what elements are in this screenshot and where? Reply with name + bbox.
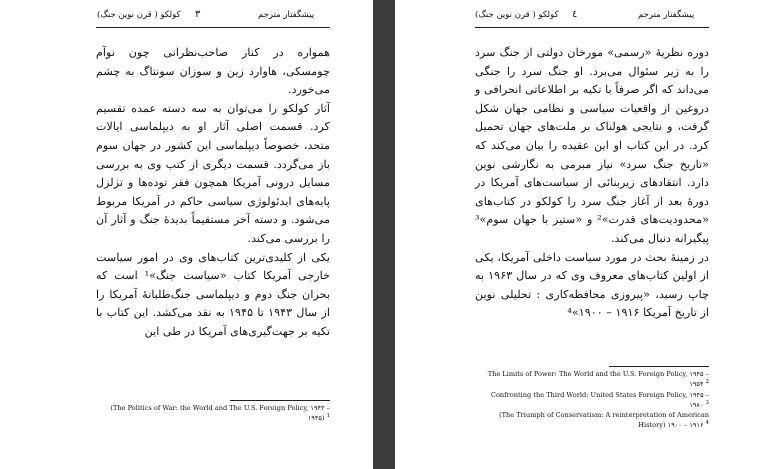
footnote-rule bbox=[609, 366, 709, 367]
footnote bbox=[475, 411, 709, 430]
footnote-number: 2 bbox=[705, 379, 709, 386]
paragraph: دوره نظریهٔ «رسمی» مورخان دولتی از جنگ سرد را به زیر سئوال می‌برد. او جنگ سرد را جنگی می‌داند که اگر صرفاً با تکیه بر اطلاعاتی انحرافی و دروغین از واقعیات سیاسی و نظامی جهان شکل گرفت، و نتایجی هولناک بر ملت‌های جهان تحمیل کرد. در این کتاب او این عقیده را بیان می‌کند که «تاریخ جنگ سرد» نیاز مبرمی به نگارشی نوین دارد. انتقادهای زیربنائی از سیاست‌های آمریکا در دورهٔ بعد از آغاز جنگ سرد را کولکو در کتاب‌های «محدودیت‌های قدرت»² و «ستیز با جهان سوم»³ پیگیرانه دنبال می‌کند. bbox=[475, 46, 709, 245]
paragraph: همواره در کنار صاحب‌نظرانی چون نوآم چومسکی، هاوارد زین و سوزان سونتاگ به چشم می‌خورد. bbox=[96, 46, 330, 97]
left-page bbox=[0, 0, 373, 469]
header-book-title: کولکو ( قرن نوین جنگ) bbox=[97, 10, 181, 20]
page-gutter bbox=[373, 0, 395, 469]
footnotes bbox=[475, 370, 709, 430]
footnote-number: 1 bbox=[326, 413, 330, 420]
footnote-number: 4 bbox=[705, 420, 709, 427]
footnote-text: (The Politics of War: the World and The U.S. Foreign Policy, ۱۹۴۳ – ۱۹۴۵) bbox=[110, 404, 330, 423]
header-translator-preface: پیشگفتار مترجم bbox=[258, 10, 315, 20]
header-rule bbox=[96, 27, 330, 28]
footnote-rule bbox=[230, 400, 330, 401]
footnote-text: (The Triumph of Conservatism: A reinterpretation of American History) ۱۹۰۰ – ۱۹۱۶ bbox=[499, 411, 709, 430]
footnote-number: 3 bbox=[705, 399, 709, 406]
paragraph: آثار کولکو را می‌توان به سه دسته عمده تقسیم کرد. قسمت اصلی آثار او به دیپلماسی ایالات متحد، خصوصاً دیپلماسی این کشور در جهان سوم باز می‌گردد. قسمت دیگری از کتب وی به بررسی مسایل درونی آمریکا همچون فقر توده‌ها و تزلزل پایه‌های ایدئولوژی سیاسی حاکم در آمریکا مربوط می‌شود. و دسته آخر مستقیماً بدیدهٔ جنگ و آثار آن را بررسی می‌کند. bbox=[96, 101, 330, 245]
body-text bbox=[96, 44, 330, 342]
right-page bbox=[395, 0, 768, 469]
page-number: ۳ bbox=[195, 9, 201, 20]
paragraph: یکی از کلیدی‌ترین کتاب‌های وی در امور سیاست خارجی آمریکا کتاب «سیاست جنگ»¹ است که بحران جنگ دوم و دیپلماسی جنگ‌طلبانهٔ آمریکا را از سال ۱۹۴۳ تا ۱۹۴۵ به نقد می‌کشد. این کتاب با تکیه بر جهت‌گیری‌های آمریکا در طی این bbox=[96, 250, 331, 338]
footnote bbox=[475, 370, 709, 389]
footnote-text: Confronting the Third World: United States Foreign Policy, ۱۹۴۵ – ۱۹۸۰ bbox=[490, 390, 709, 409]
footnote bbox=[475, 391, 709, 410]
footnotes bbox=[96, 404, 330, 423]
header-translator-preface: پیشگفتار مترجم bbox=[638, 10, 695, 20]
footnote bbox=[96, 404, 330, 423]
paragraph: در زمینهٔ بحث در مورد سیاست داخلی آمریکا، یکی از اولین کتاب‌های معروف وی که در سال ۱۹۶۳ به چاپ رسید، «پیروزی محافظه‌کاری : تحلیلی نوین از تاریخ آمریکا ۱۹۱۶ – ۱۹۰۰»⁴ bbox=[475, 250, 709, 320]
body-text bbox=[475, 44, 709, 323]
page-number: ٤ bbox=[572, 9, 578, 20]
header-rule bbox=[475, 27, 709, 28]
footnote-text: The Limits of Power: The World and the U.S. Foreign Policy, ۱۹۴۵ – ۱۹۵۴ bbox=[487, 370, 709, 389]
header-book-title: کولکو ( قرن نوین جنگ) bbox=[475, 10, 559, 20]
